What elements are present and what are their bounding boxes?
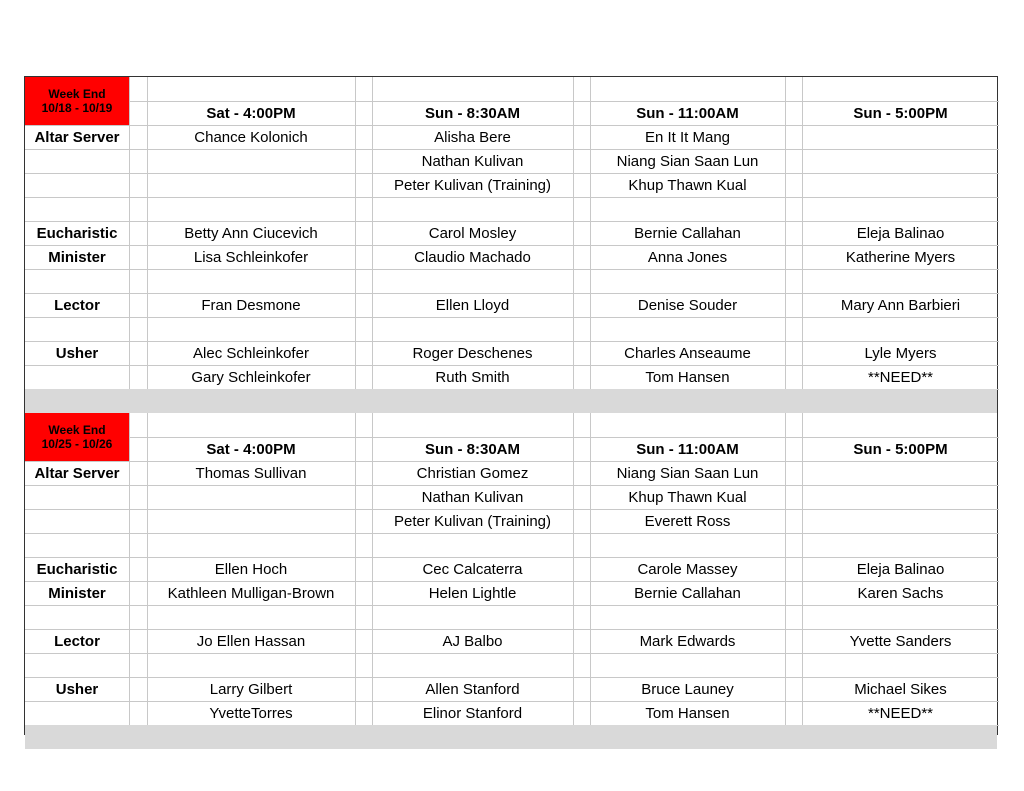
volunteer-name: Everett Ross — [644, 512, 731, 530]
volunteer-name: Gary Schleinkofer — [191, 368, 311, 386]
volunteer-name: AJ Balbo — [442, 632, 503, 650]
volunteer-name: Peter Kulivan (Training) — [393, 512, 551, 530]
role-label: Altar Server — [34, 464, 120, 482]
volunteer-name: Carole Massey — [637, 560, 738, 578]
volunteer-name: Mary Ann Barbieri — [840, 296, 961, 314]
separator-band — [25, 389, 997, 413]
volunteer-name: Kathleen Mulligan-Brown — [167, 584, 335, 602]
volunteer-name: Ellen Hoch — [214, 560, 288, 578]
volunteer-name: **NEED** — [867, 704, 934, 722]
mass-time-header: Sat - 4:00PM — [206, 440, 296, 458]
volunteer-name: YvetteTorres — [209, 704, 293, 722]
grid-line-horizontal — [25, 317, 999, 318]
grid-line-horizontal — [25, 269, 999, 270]
volunteer-name: Anna Jones — [647, 248, 728, 266]
volunteer-name: Helen Lightle — [428, 584, 517, 602]
role-label: Lector — [54, 296, 100, 314]
volunteer-name: Ellen Lloyd — [435, 296, 510, 314]
weekend-label-line2: 10/18 - 10/19 — [41, 101, 113, 115]
volunteer-name: Chance Kolonich — [194, 128, 308, 146]
volunteer-name: Niang Sian Saan Lun — [616, 464, 759, 482]
volunteer-name: Allen Stanford — [425, 680, 520, 698]
weekend-label-line1: Week End — [48, 423, 106, 437]
volunteer-name: Eleja Balinao — [856, 560, 945, 578]
volunteer-name: Bernie Callahan — [634, 224, 741, 242]
weekend-label-line1: Week End — [48, 87, 106, 101]
grid-line-horizontal — [25, 533, 999, 534]
mass-time-header: Sun - 11:00AM — [636, 440, 739, 458]
volunteer-name: Thomas Sullivan — [195, 464, 307, 482]
volunteer-name: Larry Gilbert — [209, 680, 293, 698]
mass-time-header: Sat - 4:00PM — [206, 104, 296, 122]
mass-time-header: Sun - 8:30AM — [424, 440, 520, 458]
volunteer-name: Karen Sachs — [857, 584, 944, 602]
volunteer-name: Lisa Schleinkofer — [193, 248, 309, 266]
mass-time-header: Sun - 5:00PM — [853, 104, 948, 122]
grid-line-horizontal — [25, 605, 999, 606]
grid-line-vertical — [129, 413, 130, 725]
grid-line-horizontal — [25, 197, 999, 198]
grid-line-vertical — [785, 413, 786, 725]
volunteer-name: En It It Mang — [644, 128, 731, 146]
volunteer-name: Khup Thawn Kual — [628, 488, 747, 506]
volunteer-name: Carol Mosley — [428, 224, 517, 242]
volunteer-name: Tom Hansen — [645, 368, 730, 386]
volunteer-name: Niang Sian Saan Lun — [616, 152, 759, 170]
volunteer-name: Eleja Balinao — [856, 224, 945, 242]
volunteer-name: Cec Calcaterra — [422, 560, 523, 578]
role-label: Altar Server — [34, 128, 120, 146]
volunteer-name: Elinor Stanford — [422, 704, 523, 722]
separator-band — [25, 725, 997, 749]
grid-line-horizontal — [25, 653, 999, 654]
volunteer-name: Roger Deschenes — [412, 344, 533, 362]
volunteer-name: Tom Hansen — [645, 704, 730, 722]
volunteer-name: Lyle Myers — [864, 344, 937, 362]
weekend-label-line2: 10/25 - 10/26 — [41, 437, 113, 451]
volunteer-name: Nathan Kulivan — [421, 488, 524, 506]
volunteer-name: Claudio Machado — [414, 248, 531, 266]
mass-time-header: Sun - 11:00AM — [636, 104, 739, 122]
role-label: Usher — [55, 680, 99, 698]
grid-line-vertical — [785, 77, 786, 389]
volunteer-name: Bernie Callahan — [634, 584, 741, 602]
grid-line-vertical — [573, 413, 574, 725]
grid-line-vertical — [355, 413, 356, 725]
volunteer-name: Peter Kulivan (Training) — [393, 176, 551, 194]
volunteer-name: Jo Ellen Hassan — [196, 632, 306, 650]
volunteer-name: Alec Schleinkofer — [193, 344, 309, 362]
volunteer-name: Charles Anseaume — [624, 344, 751, 362]
weekend-label — [25, 77, 129, 125]
role-label: Eucharistic — [36, 224, 118, 242]
grid-line-vertical — [129, 77, 130, 389]
role-label: Minister — [48, 584, 106, 602]
volunteer-name: Denise Souder — [637, 296, 738, 314]
volunteer-name: Khup Thawn Kual — [628, 176, 747, 194]
volunteer-name: Nathan Kulivan — [421, 152, 524, 170]
volunteer-name: Mark Edwards — [639, 632, 736, 650]
mass-time-header: Sun - 5:00PM — [853, 440, 948, 458]
volunteer-name: Fran Desmone — [201, 296, 301, 314]
role-label: Minister — [48, 248, 106, 266]
weekend-label — [25, 413, 129, 461]
volunteer-name: **NEED** — [867, 368, 934, 386]
volunteer-name: Michael Sikes — [854, 680, 947, 698]
role-label: Lector — [54, 632, 100, 650]
volunteer-name: Yvette Sanders — [849, 632, 952, 650]
role-label: Usher — [55, 344, 99, 362]
volunteer-name: Betty Ann Ciucevich — [184, 224, 318, 242]
volunteer-name: Christian Gomez — [416, 464, 529, 482]
grid-line-vertical — [355, 77, 356, 389]
volunteer-name: Bruce Launey — [641, 680, 734, 698]
role-label: Eucharistic — [36, 560, 118, 578]
grid-line-vertical — [573, 77, 574, 389]
schedule-sheet — [24, 76, 998, 735]
volunteer-name: Alisha Bere — [434, 128, 511, 146]
mass-time-header: Sun - 8:30AM — [424, 104, 520, 122]
volunteer-name: Ruth Smith — [435, 368, 510, 386]
volunteer-name: Katherine Myers — [845, 248, 956, 266]
